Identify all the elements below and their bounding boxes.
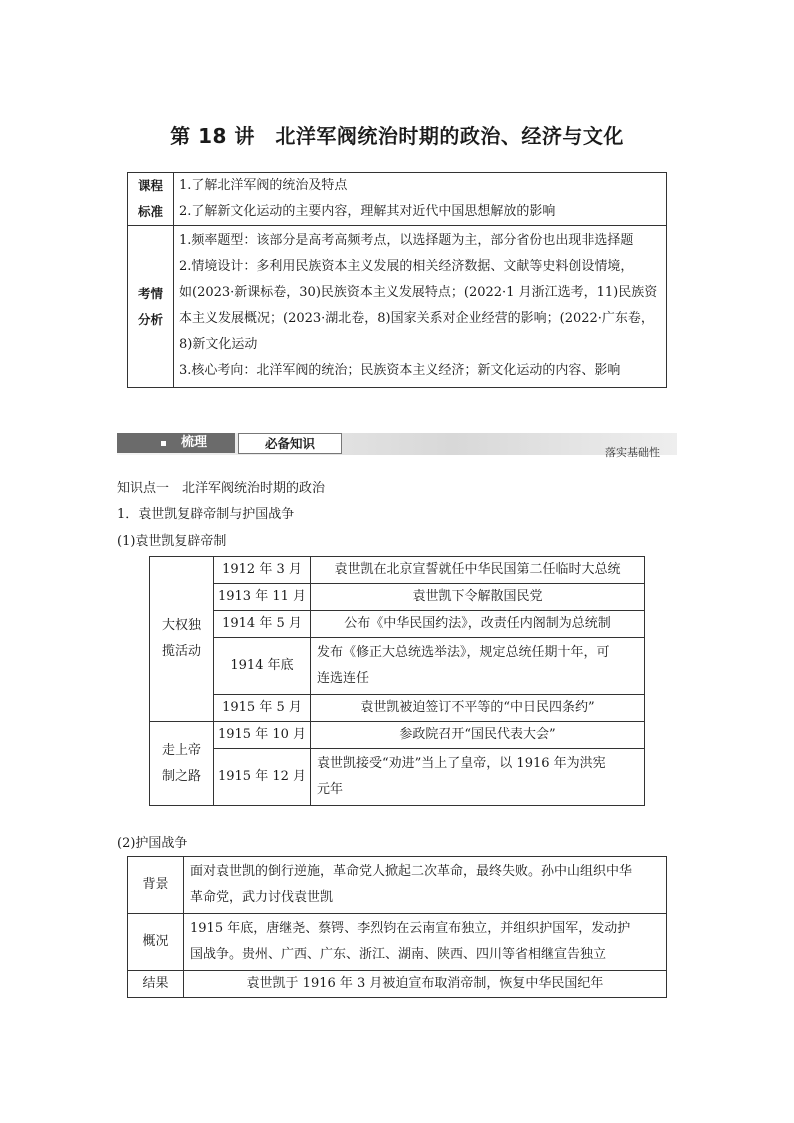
event-cell — [311, 749, 645, 806]
text-line: 3.核心考向：北洋军阀的统治；民族资本主义经济；新文化运动的内容、影响 — [179, 363, 621, 378]
banner-dark-label: 梳理 — [181, 435, 208, 450]
event-cell — [311, 722, 645, 749]
header-text: 分析 — [137, 311, 163, 327]
header-text: 课程 — [137, 178, 163, 193]
content-cell — [184, 857, 667, 914]
label-cell — [128, 857, 184, 914]
text-line: 1915 年底，唐继尧、蔡锷、李烈钧在云南宣布独立，并组织护国军，发动护 — [190, 921, 631, 936]
text-line: 2.了解新文化运动的主要内容，理解其对近代中国思想解放的影响 — [179, 204, 556, 219]
date-cell — [214, 557, 311, 584]
table-row — [150, 584, 645, 611]
content-cell — [184, 971, 667, 998]
event-text: 元年 — [317, 782, 344, 797]
date-text: 1915 年 12 月 — [217, 769, 307, 784]
text-line: 1.了解北洋军阀的统治及特点 — [179, 178, 348, 193]
event-text: 袁世凯接受“劝进”当上了皇帝，以 1916 年为洪宪 — [317, 756, 606, 771]
table-row — [128, 226, 667, 388]
table-row — [128, 857, 667, 914]
row-label: 背景 — [142, 877, 169, 892]
date-text: 1914 年底 — [230, 658, 294, 673]
group-label-text: 制之路 — [161, 768, 201, 784]
war-table — [127, 856, 667, 998]
date-cell — [214, 695, 311, 722]
banner-dark-tab — [117, 433, 235, 453]
text-line: 本主义发展概况；(2023·湖北卷，8)国家关系对企业经营的影响；(2022·广东卷， — [179, 311, 654, 326]
section-heading: 1．袁世凯复辟帝制与护国战争 — [117, 507, 295, 522]
date-cell — [214, 749, 311, 806]
course-standards-table — [127, 172, 667, 388]
text-line: 如(2023·新课标卷，30)民族资本主义发展特点；(2022·1 月浙江选考，11)民族资 — [179, 285, 658, 300]
event-cell — [311, 584, 645, 611]
event-cell — [311, 695, 645, 722]
standards-content-cell — [174, 173, 667, 226]
date-text: 1915 年 5 月 — [222, 700, 302, 715]
group-label-cell — [150, 722, 214, 806]
event-text: 发布《修正大总统选举法》，规定总统任期十年，可 — [317, 645, 610, 660]
table-row — [150, 557, 645, 584]
table-row — [150, 695, 645, 722]
table-row — [150, 638, 645, 695]
date-cell — [214, 722, 311, 749]
date-text: 1913 年 11 月 — [217, 589, 307, 604]
table-row — [150, 722, 645, 749]
table-row — [128, 914, 667, 971]
event-text: 公布《中华民国约法》，改责任内阁制为总统制 — [344, 616, 611, 631]
subsection-heading: (1)袁世凯复辟帝制 — [117, 534, 227, 549]
table-row — [150, 749, 645, 806]
event-cell — [311, 638, 645, 695]
group-label-text: 大权独 — [161, 618, 201, 633]
row-label: 概况 — [142, 934, 169, 949]
event-text: 参政院召开“国民代表大会” — [399, 727, 556, 742]
table-row — [150, 611, 645, 638]
text-line: 1.频率题型：该部分是高考高频考点，以选择题为主，部分省份也出现非选择题 — [179, 233, 634, 248]
analysis-content-cell — [174, 226, 667, 388]
event-text: 袁世凯被迫签订不平等的“中日民四条约” — [360, 700, 595, 715]
table-row — [128, 173, 667, 226]
banner-white-label: 必备知识 — [238, 433, 342, 454]
date-cell — [214, 638, 311, 695]
group-label-text: 走上帝 — [161, 742, 201, 758]
text-line: 面对袁世凯的倒行逆施，革命党人掀起二次革命，最终失败。孙中山组织中华 — [190, 864, 633, 879]
text-line: 革命党，武力讨伐袁世凯 — [190, 890, 334, 905]
header-text: 考情 — [137, 285, 163, 301]
date-text: 1912 年 3 月 — [222, 562, 302, 577]
event-cell — [311, 557, 645, 584]
row-label: 结果 — [142, 976, 169, 991]
restoration-table — [149, 556, 645, 806]
subsection-heading: (2)护国战争 — [117, 836, 188, 851]
date-cell — [214, 611, 311, 638]
page-title: 第 18 讲 北洋军阀统治时期的政治、经济与文化 — [170, 124, 624, 148]
standards-header-cell — [128, 173, 174, 226]
analysis-header-cell — [128, 226, 174, 388]
knowledge-point-heading: 知识点一 北洋军阀统治时期的政治 — [117, 481, 326, 496]
event-text: 袁世凯下令解散国民党 — [412, 589, 543, 604]
banner-right-label: 落实基础性 — [605, 446, 660, 459]
event-cell — [311, 611, 645, 638]
date-text: 1914 年 5 月 — [222, 616, 302, 631]
square-bullet-icon — [161, 441, 166, 446]
date-text: 1915 年 10 月 — [217, 727, 307, 742]
text-line: 8)新文化运动 — [179, 337, 258, 352]
header-text: 标准 — [137, 204, 163, 219]
label-cell — [128, 914, 184, 971]
group-label-cell — [150, 557, 214, 722]
group-label-text: 揽活动 — [161, 644, 201, 659]
event-text: 袁世凯在北京宣誓就任中华民国第二任临时大总统 — [334, 562, 621, 577]
table-row — [128, 971, 667, 998]
text-line: 国战争。贵州、广西、广东、浙江、湖南、陕西、四川等省相继宣告独立 — [190, 947, 607, 962]
text-line: 2.情境设计：多利用民族资本主义发展的相关经济数据、文献等史料创设情境， — [179, 259, 634, 274]
event-text: 连选连任 — [317, 671, 370, 686]
label-cell — [128, 971, 184, 998]
text-line: 袁世凯于 1916 年 3 月被迫宣布取消帝制，恢复中华民国纪年 — [246, 976, 604, 991]
content-cell — [184, 914, 667, 971]
date-cell — [214, 584, 311, 611]
